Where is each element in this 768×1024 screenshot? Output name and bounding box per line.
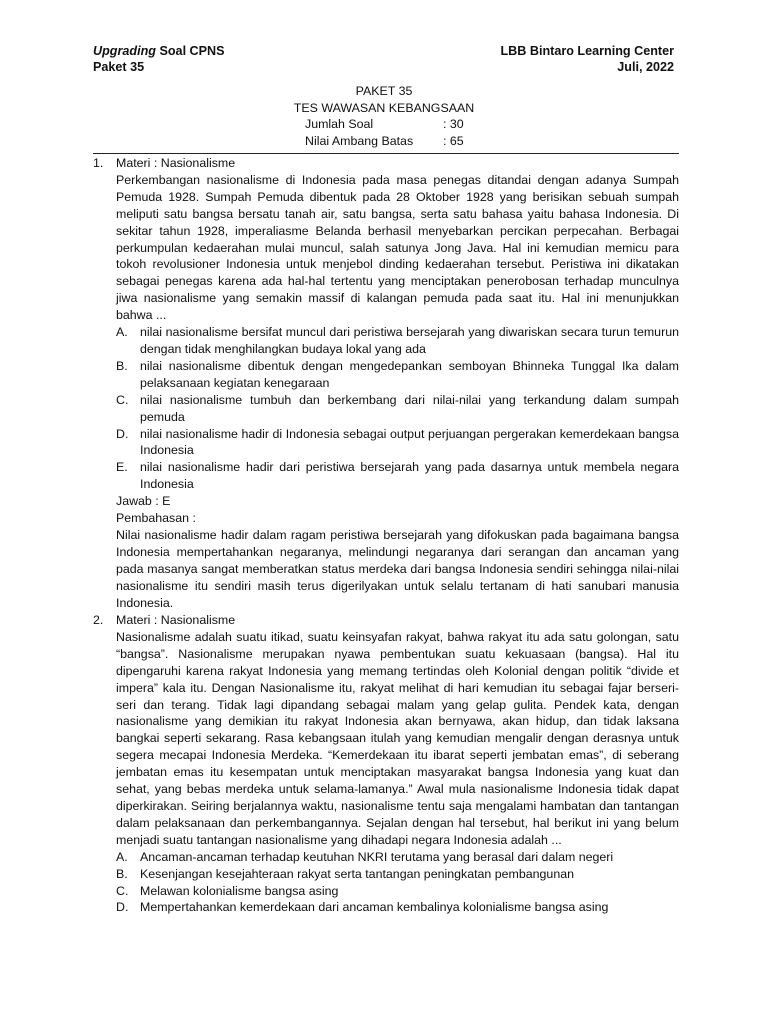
option-a[interactable] [116,849,679,866]
paket-title: PAKET 35 [355,84,413,98]
option-b[interactable] [116,866,679,883]
header-date: Juli, 2022 [617,60,674,74]
question-body [116,155,679,611]
question-body [116,612,679,916]
title-divider [93,153,679,154]
option-letter: A. [116,849,128,864]
explanation-label: Pembahasan : [116,511,196,526]
option-text: Kesenjangan kesejahteraan rakyat serta tantangan peningkatan pembangunan [140,866,574,881]
nilai-ambang-label: Nilai Ambang Batas [305,134,414,148]
option-text: nilai nasionalisme dibentuk dengan mengedepankan semboyan Bhinneka Tunggal Ika dalam pelaksanaan kegiatan kenegaraan [140,358,679,390]
header-package: Paket 35 [93,60,145,74]
option-letter: D. [116,900,129,915]
header-title [93,43,225,59]
option-text: Ancaman-ancaman terhadap keutuhan NKRI terutama yang berasal dari dalam negeri [140,849,614,864]
header-organization: LBB Bintaro Learning Center [500,44,674,58]
document-header-right [500,43,674,75]
nilai-ambang-value: : 65 [443,134,464,148]
test-title: TES WAWASAN KEBANGSAAN [293,100,475,115]
option-letter: B. [116,358,128,373]
option-text: nilai nasionalisme tumbuh dan berkembang dari nilai-nilai yang terkandung dalam sumpah pemuda [140,392,679,424]
question-2 [93,612,679,916]
option-text: nilai nasionalisme hadir dari peristiwa bersejarah yang pada dasarnya untuk membela negara Indonesia [140,460,679,492]
header-title-italic: Upgrading [93,44,156,58]
jumlah-soal-row [305,116,464,133]
option-e[interactable] [116,459,679,493]
option-text: nilai nasionalisme bersifat muncul dari peristiwa bersejarah yang diwariskan secara turun temurun dengan tidak menghilangkan budaya lokal yang ada [140,325,679,356]
question-text: Perkembangan nasionalisme di Indonesia pada masa penegas ditandai dengan adanya Sumpah Pemuda 1928. Sumpah Pemuda dibentuk pada 28 Oktober 1928 yang berisikan sebuah sumpah meliputi satu bangsa bersatu tanah air, satu bangsa, serta satu bahasa yaitu bahasa Indonesia. Di sekitar tahun 1928, imperaliasme Belanda berhasil menyebarkan percikan perpecahan. Berbagai perkumpulan kedaerahan mulai muncul, salah satunya Jong Java. Hal ini kemudian memicu para tokoh revolusioner Indonesia untuk menjebol dinding kedaerahan tersebut. Peristiwa ini dikatakan sebagai penegas karena ada hal-hal tertentu yang menciptakan penerobosan terhadap munculnya jiwa nasionalisme yang semakin massif di kalangan pemuda pada saat itu. Hal ini menunjukkan bahwa ... [116,172,679,323]
question-materi: Materi : Nasionalisme [116,613,236,627]
answer-key: Jawab : E [116,494,171,509]
option-letter: D. [116,426,129,441]
question-number: 2. [93,613,104,627]
question-number: 1. [93,156,104,170]
jumlah-soal-value: : 30 [443,117,464,131]
option-letter: C. [116,392,129,407]
question-1 [93,155,679,611]
option-b[interactable] [116,358,679,392]
option-letter: C. [116,883,129,898]
option-text: nilai nasionalisme hadir di Indonesia sebagai output perjuangan pergerakan kemerdekaan bangsa Indonesia [140,426,679,458]
title-block [0,83,768,116]
header-title-rest: Soal CPNS [155,44,225,58]
option-letter: B. [116,866,128,881]
question-materi: Materi : Nasionalisme [116,156,236,170]
question-text: Nasionalisme adalah suatu itikad, suatu keinsyafan rakyat, bahwa rakyat itu ada satu golongan, satu “bangsa”. Nasionalisme merupakan nyawa pembentukan suatu kekuasaan (bangsa). Hal itu dipengaruhi karena rakyat Indonesia yang memang tertindas oleh Kolonial dengan politik “divide et impera” kala itu. Dengan Nasionalisme itu, rakyat melihat di hari kemudian itu sebagai fajar berseri-seri dan terang. Tidak lagi dipandang sebagai malam yang gelap gulita. Pendek kata, dengan nasionalisme yang demikian itu rakyat Indonesia akan bernyawa, akan hidup, dan tidak laksana bangkai seperti sekarang. Rasa kebangsaan itulah yang kemudian mengalir dengan derasnya untuk segera mecapai Indonesia Merdeka. “Kemerdekaan itu ibarat seperti jembatan emas”, di seberang jembatan emas itu kesempatan untuk menciptakan masyarakat bangsa Indonesia yang kuat dan sehat, yang bebas merdeka untuk selama-lamanya.” Awal mula nasionalisme Indonesia tidak dapat diperkirakan. Seiring berjalannya waktu, nasionalisme tentu saja mengalami hambatan dan tantangan dalam pelaksanaan dan perkembangannya. Sejalan dengan hal tersebut, hal berikut ini yang belum menjadi suatu tantangan nasionalisme yang dihadapi negara Indonesia adalah ... [116,629,679,847]
option-text: Mempertahankan kemerdekaan dari ancaman kembalinya kolonialisme bangsa asing [140,900,609,915]
option-c[interactable] [116,392,679,426]
jumlah-soal-label: Jumlah Soal [305,117,374,131]
option-text: Melawan kolonialisme bangsa asing [140,883,339,898]
option-c[interactable] [116,883,679,900]
option-d[interactable] [116,899,679,916]
nilai-ambang-row [305,133,464,150]
option-d[interactable] [116,426,679,460]
document-header-left [93,43,225,75]
option-a[interactable] [116,324,679,358]
option-letter: E. [116,460,128,475]
option-letter: A. [116,325,128,340]
explanation-text: Nilai nasionalisme hadir dalam ragam peristiwa bersejarah yang difokuskan pada bagaimana bangsa Indonesia mempertahankan negaranya, melindungi negaranya dari serangan dan ancaman yang pada masanya sangat memberatkan status merdeka dari bangsa Indonesia sendiri sehingga nilai-nilai nasionalisme itu sendiri masih terus digerilyakan untuk selalu tertanam di hati sanubari manusia Indonesia. [116,527,679,610]
